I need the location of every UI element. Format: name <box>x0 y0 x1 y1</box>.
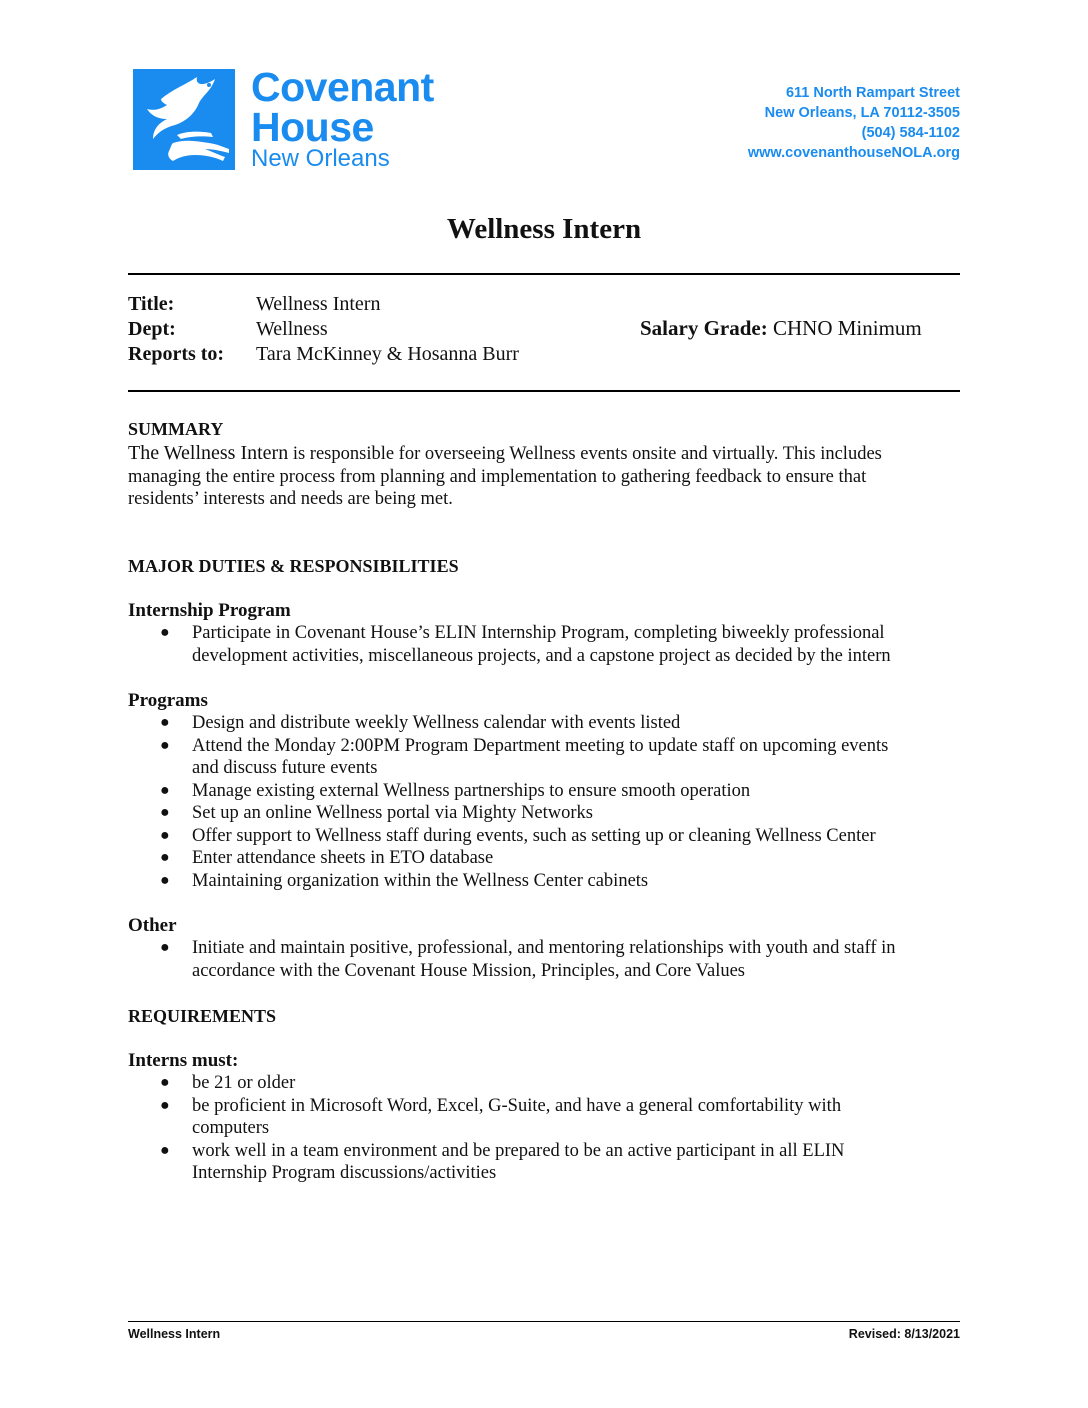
summary-line-2: managing the entire process from planning and implementation to gathering feedback to ensure that <box>128 466 867 487</box>
list-item-text-cont: and discuss future events <box>192 758 378 778</box>
bullet: ● <box>160 826 170 844</box>
address-website: www.covenanthouseNOLA.org <box>747 145 960 161</box>
list-item <box>128 622 968 667</box>
list-item <box>128 780 968 803</box>
list-item <box>128 735 968 780</box>
bullet: ● <box>160 1096 170 1114</box>
list-item-text: Initiate and maintain positive, professional, and mentoring relationships with youth and staff in <box>192 938 896 958</box>
info-dept-value: Wellness <box>256 318 328 340</box>
logo-line-covenant: Covenant <box>251 64 434 110</box>
info-dept-label: Dept: <box>128 318 176 340</box>
address-city: New Orleans, LA 70112-3505 <box>764 105 960 121</box>
info-title-label: Title: <box>128 293 175 315</box>
list-item <box>128 1072 968 1095</box>
summary-line-3: residents’ interests and needs are being met. <box>128 489 453 509</box>
duties-heading: MAJOR DUTIES & RESPONSIBILITIES <box>128 556 459 576</box>
salary-grade <box>640 316 922 341</box>
document-title: Wellness Intern <box>446 213 642 245</box>
bullet: ● <box>160 804 170 821</box>
list-item <box>128 802 968 825</box>
bullet: ● <box>160 736 170 754</box>
list-item-text: Offer support to Wellness staff during events, such as setting up or cleaning Wellness Center <box>192 825 876 846</box>
bullet: ● <box>160 1141 170 1159</box>
divider-top <box>128 273 960 275</box>
list-item-text-cont: accordance with the Covenant House Mission, Principles, and Core Values <box>192 960 745 981</box>
requirements-heading: REQUIREMENTS <box>128 1006 277 1026</box>
summary-paragraph <box>128 442 968 511</box>
summary-lead: The Wellness Intern <box>128 442 289 464</box>
list-item-text: be proficient in Microsoft Word, Excel, G-Suite, and have a general comfortability with <box>192 1095 842 1116</box>
list-item-text-cont: computers <box>192 1118 270 1138</box>
bullet: ● <box>160 781 170 799</box>
bullet: ● <box>160 624 170 641</box>
list-item-text: Set up an online Wellness portal via Mighty Networks <box>192 803 594 823</box>
internship-list <box>128 622 968 667</box>
logo-line-house: House <box>251 104 374 150</box>
footer-revised-date: Revised: 8/13/2021 <box>848 1327 960 1341</box>
list-item-text: work well in a team environment and be prepared to be an active participant in all ELIN <box>192 1140 845 1161</box>
bullet: ● <box>160 939 170 956</box>
info-reports-label: Reports to: <box>128 343 225 365</box>
address-phone: (504) 584-1102 <box>861 125 960 141</box>
list-item-text-cont: Internship Program discussions/activities <box>192 1163 497 1183</box>
list-item <box>128 1140 968 1185</box>
list-item <box>128 937 968 982</box>
list-item <box>128 847 968 870</box>
list-item-text-cont: development activities, miscellaneous projects, and a capstone project as decided by the intern <box>192 645 891 666</box>
dove-hands-icon <box>133 69 235 170</box>
bullet: ● <box>160 714 170 731</box>
bullet: ● <box>160 871 170 889</box>
list-item-text: be 21 or older <box>192 1073 296 1093</box>
list-item-text: Enter attendance sheets in ETO database <box>192 848 494 868</box>
list-item <box>128 1095 968 1140</box>
bullet: ● <box>160 1074 170 1091</box>
list-item-text: Design and distribute weekly Wellness calendar with events listed <box>192 713 681 733</box>
info-reports-value: Tara McKinney & Hosanna Burr <box>256 343 519 365</box>
bullet: ● <box>160 849 170 866</box>
address-block <box>748 83 960 163</box>
list-item <box>128 825 968 848</box>
programs-list <box>128 712 968 892</box>
logo-line-new-orleans: New Orleans <box>251 145 390 172</box>
other-list <box>128 937 968 982</box>
list-item-text: Participate in Covenant House’s ELIN Internship Program, completing biweekly professional <box>192 623 885 643</box>
salary-grade-label: Salary Grade: <box>640 316 768 340</box>
covenant-house-logo <box>133 64 453 174</box>
salary-grade-value: CHNO Minimum <box>772 316 922 340</box>
footer-title: Wellness Intern <box>128 1327 221 1341</box>
interns-heading: Interns must: <box>128 1050 239 1071</box>
summary-heading: SUMMARY <box>128 419 224 439</box>
programs-heading: Programs <box>128 690 208 711</box>
other-heading: Other <box>128 915 177 936</box>
internship-heading: Internship Program <box>128 600 291 621</box>
list-item-text: Manage existing external Wellness partnerships to ensure smooth operation <box>192 780 751 801</box>
info-title-value: Wellness Intern <box>256 293 381 315</box>
list-item <box>128 712 968 735</box>
interns-list <box>128 1072 968 1185</box>
list-item-text: Maintaining organization within the Wellness Center cabinets <box>192 870 649 891</box>
summary-line-1: is responsible for overseeing Wellness events onsite and virtually. This includes <box>288 444 882 464</box>
list-item-text: Attend the Monday 2:00PM Program Department meeting to update staff on upcoming events <box>192 735 889 756</box>
address-street: 611 North Rampart Street <box>785 85 960 101</box>
divider-info <box>128 390 960 392</box>
divider-footer <box>128 1321 960 1322</box>
list-item <box>128 870 968 893</box>
